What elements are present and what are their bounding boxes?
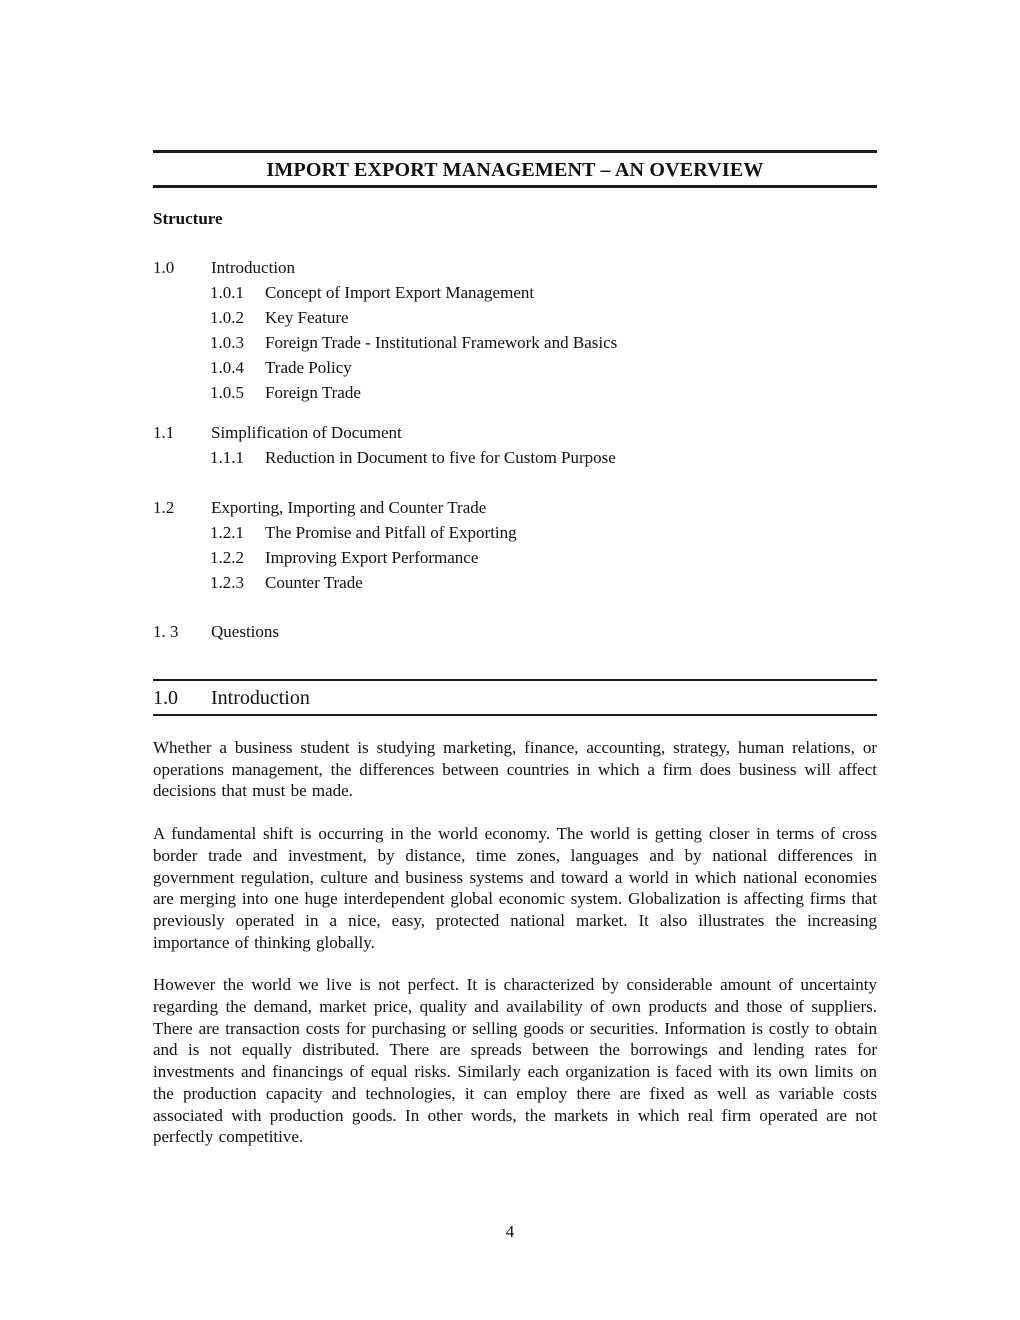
toc-item-number: 1.2.1 — [210, 523, 244, 542]
toc-group — [153, 420, 877, 470]
toc-item-label: Foreign Trade - Institutional Framework and Basics — [265, 333, 618, 352]
toc-item — [153, 520, 877, 545]
toc-item-number: 1.1 — [153, 423, 175, 442]
paragraph: However the world we live is not perfect. It is characterized by considerable amount of uncertainty regarding the demand, market price, quality and availability of own products and those of suppliers. There are transaction costs for purchasing or selling goods or securities. Information is costly to obtain and is not equally distributed. There are spreads between the borrowings and lending rates for investments and financings of equal risks. Similarly each organization is faced with its own limits on the production capacity and technologies, it can employ there are fixed as well as variable costs associated with production goods. In other words, the markets in which real firm operated are not perfectly competitive. — [153, 975, 877, 1147]
toc-item-number: 1.0.3 — [210, 333, 244, 352]
toc-item — [153, 380, 877, 405]
toc-item — [153, 570, 877, 595]
toc-item-number: 1. 3 — [153, 622, 179, 641]
toc-item-number: 1.0.4 — [210, 358, 244, 377]
toc-group — [153, 495, 877, 595]
toc-item-label: Trade Policy — [265, 358, 352, 377]
toc-item-label: Key Feature — [265, 308, 349, 327]
toc-item-number: 1.0.5 — [210, 383, 244, 402]
toc-item-number: 1.2 — [153, 498, 175, 517]
toc-item-number: 1.2.3 — [210, 573, 244, 592]
toc-item-number: 1.2.2 — [210, 548, 244, 567]
document-title: IMPORT EXPORT MANAGEMENT – AN OVERVIEW — [266, 159, 764, 181]
toc-item-label: Reduction in Document to five for Custom Purpose — [265, 448, 616, 467]
toc-item — [153, 619, 877, 644]
toc-item-label: The Promise and Pitfall of Exporting — [265, 523, 517, 542]
toc-item-label: Counter Trade — [265, 573, 363, 592]
toc-item — [153, 420, 877, 445]
toc-item — [153, 305, 877, 330]
toc-item-label: Questions — [211, 622, 279, 641]
toc-item — [153, 330, 877, 355]
toc-item — [153, 495, 877, 520]
toc-item-label: Foreign Trade — [265, 383, 361, 402]
document-title-banner — [153, 150, 877, 188]
toc-item — [153, 545, 877, 570]
toc-item-label: Introduction — [211, 258, 296, 277]
toc-item-number: 1.0.1 — [210, 283, 244, 302]
toc-group — [153, 619, 877, 644]
toc-item-label: Simplification of Document — [211, 423, 402, 442]
toc-item-number: 1.0.2 — [210, 308, 244, 327]
toc-item — [153, 445, 877, 470]
structure-heading: Structure — [153, 209, 223, 228]
document-page — [153, 0, 877, 1148]
paragraph: A fundamental shift is occurring in the world economy. The world is getting closer in terms of cross border trade and investment, by distance, time zones, languages and by national differences in government regulation, culture and business systems and toward a world in which national economies are merging into one huge interdependent global economic system. Globalization is affecting firms that previously operated in a nice, easy, protected national market. It also illustrates the increasing importance of thinking globally. — [153, 824, 877, 952]
toc-item-number: 1.0 — [153, 258, 175, 277]
toc-group — [153, 255, 877, 405]
toc-item — [153, 280, 877, 305]
toc-item — [153, 355, 877, 380]
body-text — [153, 737, 877, 1148]
page-number: 4 — [505, 1222, 515, 1241]
toc-item-label: Concept of Import Export Management — [265, 283, 535, 302]
paragraph: Whether a business student is studying marketing, finance, accounting, strategy, human relations, or operations management, the differences between countries in which a firm does business will affect decisions that must be made. — [153, 738, 877, 801]
toc-item — [153, 255, 877, 280]
toc-item-number: 1.1.1 — [210, 448, 244, 467]
toc-item-label: Improving Export Performance — [265, 548, 479, 567]
section-heading — [153, 679, 877, 716]
table-of-contents — [153, 255, 877, 644]
section-title: Introduction — [211, 687, 310, 709]
section-number: 1.0 — [153, 687, 178, 709]
toc-item-label: Exporting, Importing and Counter Trade — [211, 498, 487, 517]
